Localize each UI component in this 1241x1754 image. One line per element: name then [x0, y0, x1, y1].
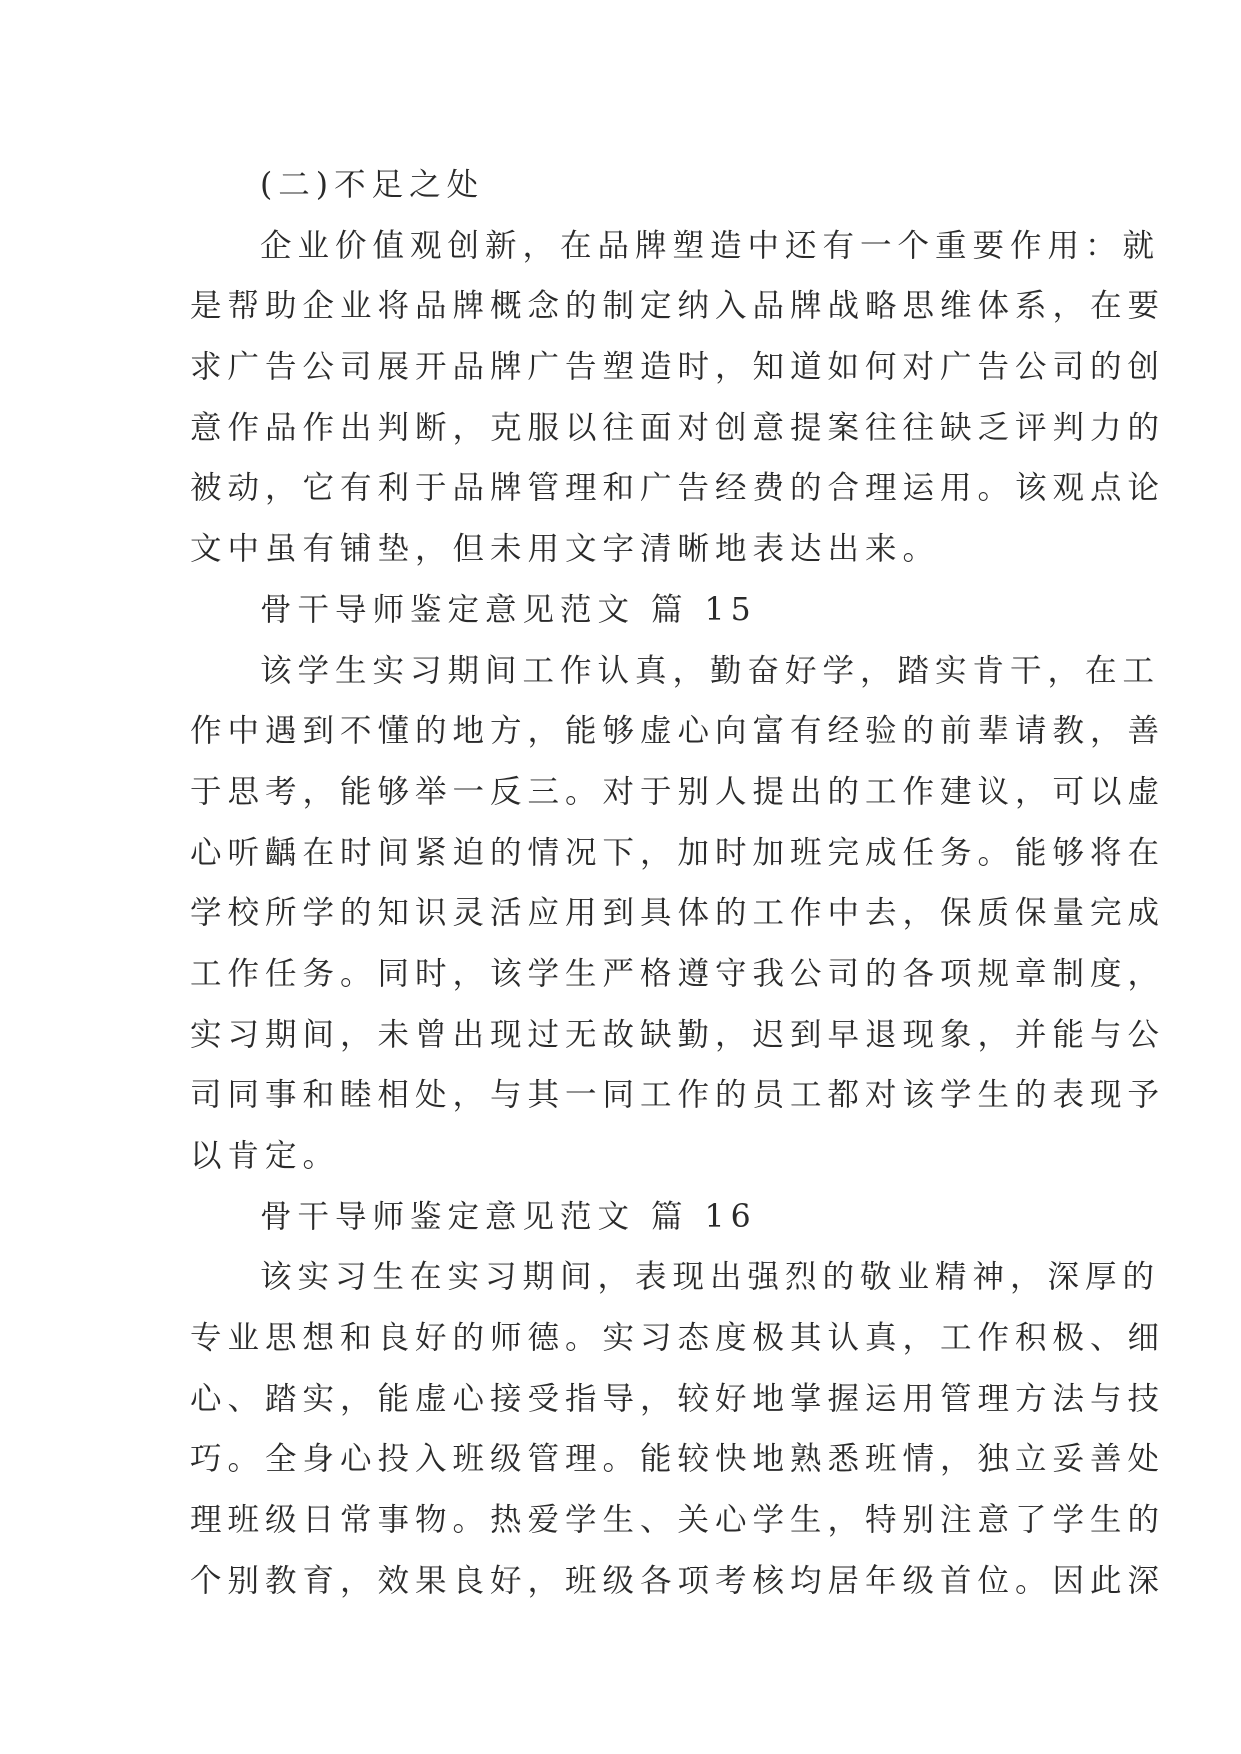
article-heading-16: 骨干导师鉴定意见范文 篇 16	[260, 1198, 757, 1235]
paragraph-line: 学校所学的知识灵活应用到具体的工作中去，保质保量完成	[190, 895, 1166, 932]
paragraph-line: 文中虽有铺垫，但未用文字清晰地表达出来。	[190, 531, 941, 568]
paragraph-line: 心听齲在时间紧迫的情况下，加时加班完成任务。能够将在	[190, 834, 1166, 871]
paragraph-line: 专业思想和良好的师德。实习态度极其认真，工作积极、细	[190, 1320, 1166, 1357]
paragraph-line: 心、踏实，能虚心接受指导，较好地掌握运用管理方法与技	[190, 1380, 1166, 1417]
paragraph-line: 个别教育，效果良好，班级各项考核均居年级首位。因此深	[190, 1562, 1166, 1599]
paragraph-line: 企业价值观创新，在品牌塑造中还有一个重要作用：就	[260, 227, 1161, 264]
paragraph-line: 该实习生在实习期间，表现出强烈的敬业精神，深厚的	[260, 1259, 1161, 1296]
paragraph-line: 于思考，能够举一反三。对于别人提出的工作建议，可以虚	[190, 773, 1166, 810]
document-body	[190, 155, 1166, 1612]
paragraph-line: 求广告公司展开品牌广告塑造时，知道如何对广告公司的创	[190, 349, 1166, 386]
paragraph-line: 意作品作出判断，克服以往面对创意提案往往缺乏评判力的	[190, 409, 1166, 446]
paragraph-line: 工作任务。同时，该学生严格遵守我公司的各项规章制度，	[190, 955, 1166, 992]
paragraph-line: 该学生实习期间工作认真，勤奋好学，踏实肯干，在工	[260, 652, 1161, 689]
paragraph-line: 司同事和睦相处，与其一同工作的员工都对该学生的表现予	[190, 1077, 1166, 1114]
paragraph-line: 是帮助企业将品牌概念的制定纳入品牌战略思维体系，在要	[190, 288, 1166, 325]
paragraph-line: 实习期间，未曾出现过无故缺勤，迟到早退现象，并能与公	[190, 1016, 1166, 1053]
article-heading-15: 骨干导师鉴定意见范文 篇 15	[260, 591, 757, 628]
paragraph-student-internship	[190, 641, 1166, 1187]
paragraph-line: 作中遇到不懂的地方，能够虚心向富有经验的前辈请教，善	[190, 713, 1166, 750]
paragraph-line: 被动，它有利于品牌管理和广告经费的合理运用。该观点论	[190, 470, 1166, 507]
paragraph-intern-evaluation	[190, 1247, 1166, 1611]
paragraph-brand-value	[190, 216, 1166, 580]
paragraph-line: 巧。全身心投入班级管理。能较快地熟悉班情，独立妥善处	[190, 1441, 1166, 1478]
paragraph-line: 理班级日常事物。热爱学生、关心学生，特别注意了学生的	[190, 1502, 1166, 1539]
section-heading: (二)不足之处	[260, 167, 485, 203]
paragraph-line: 以肯定。	[190, 1138, 341, 1174]
